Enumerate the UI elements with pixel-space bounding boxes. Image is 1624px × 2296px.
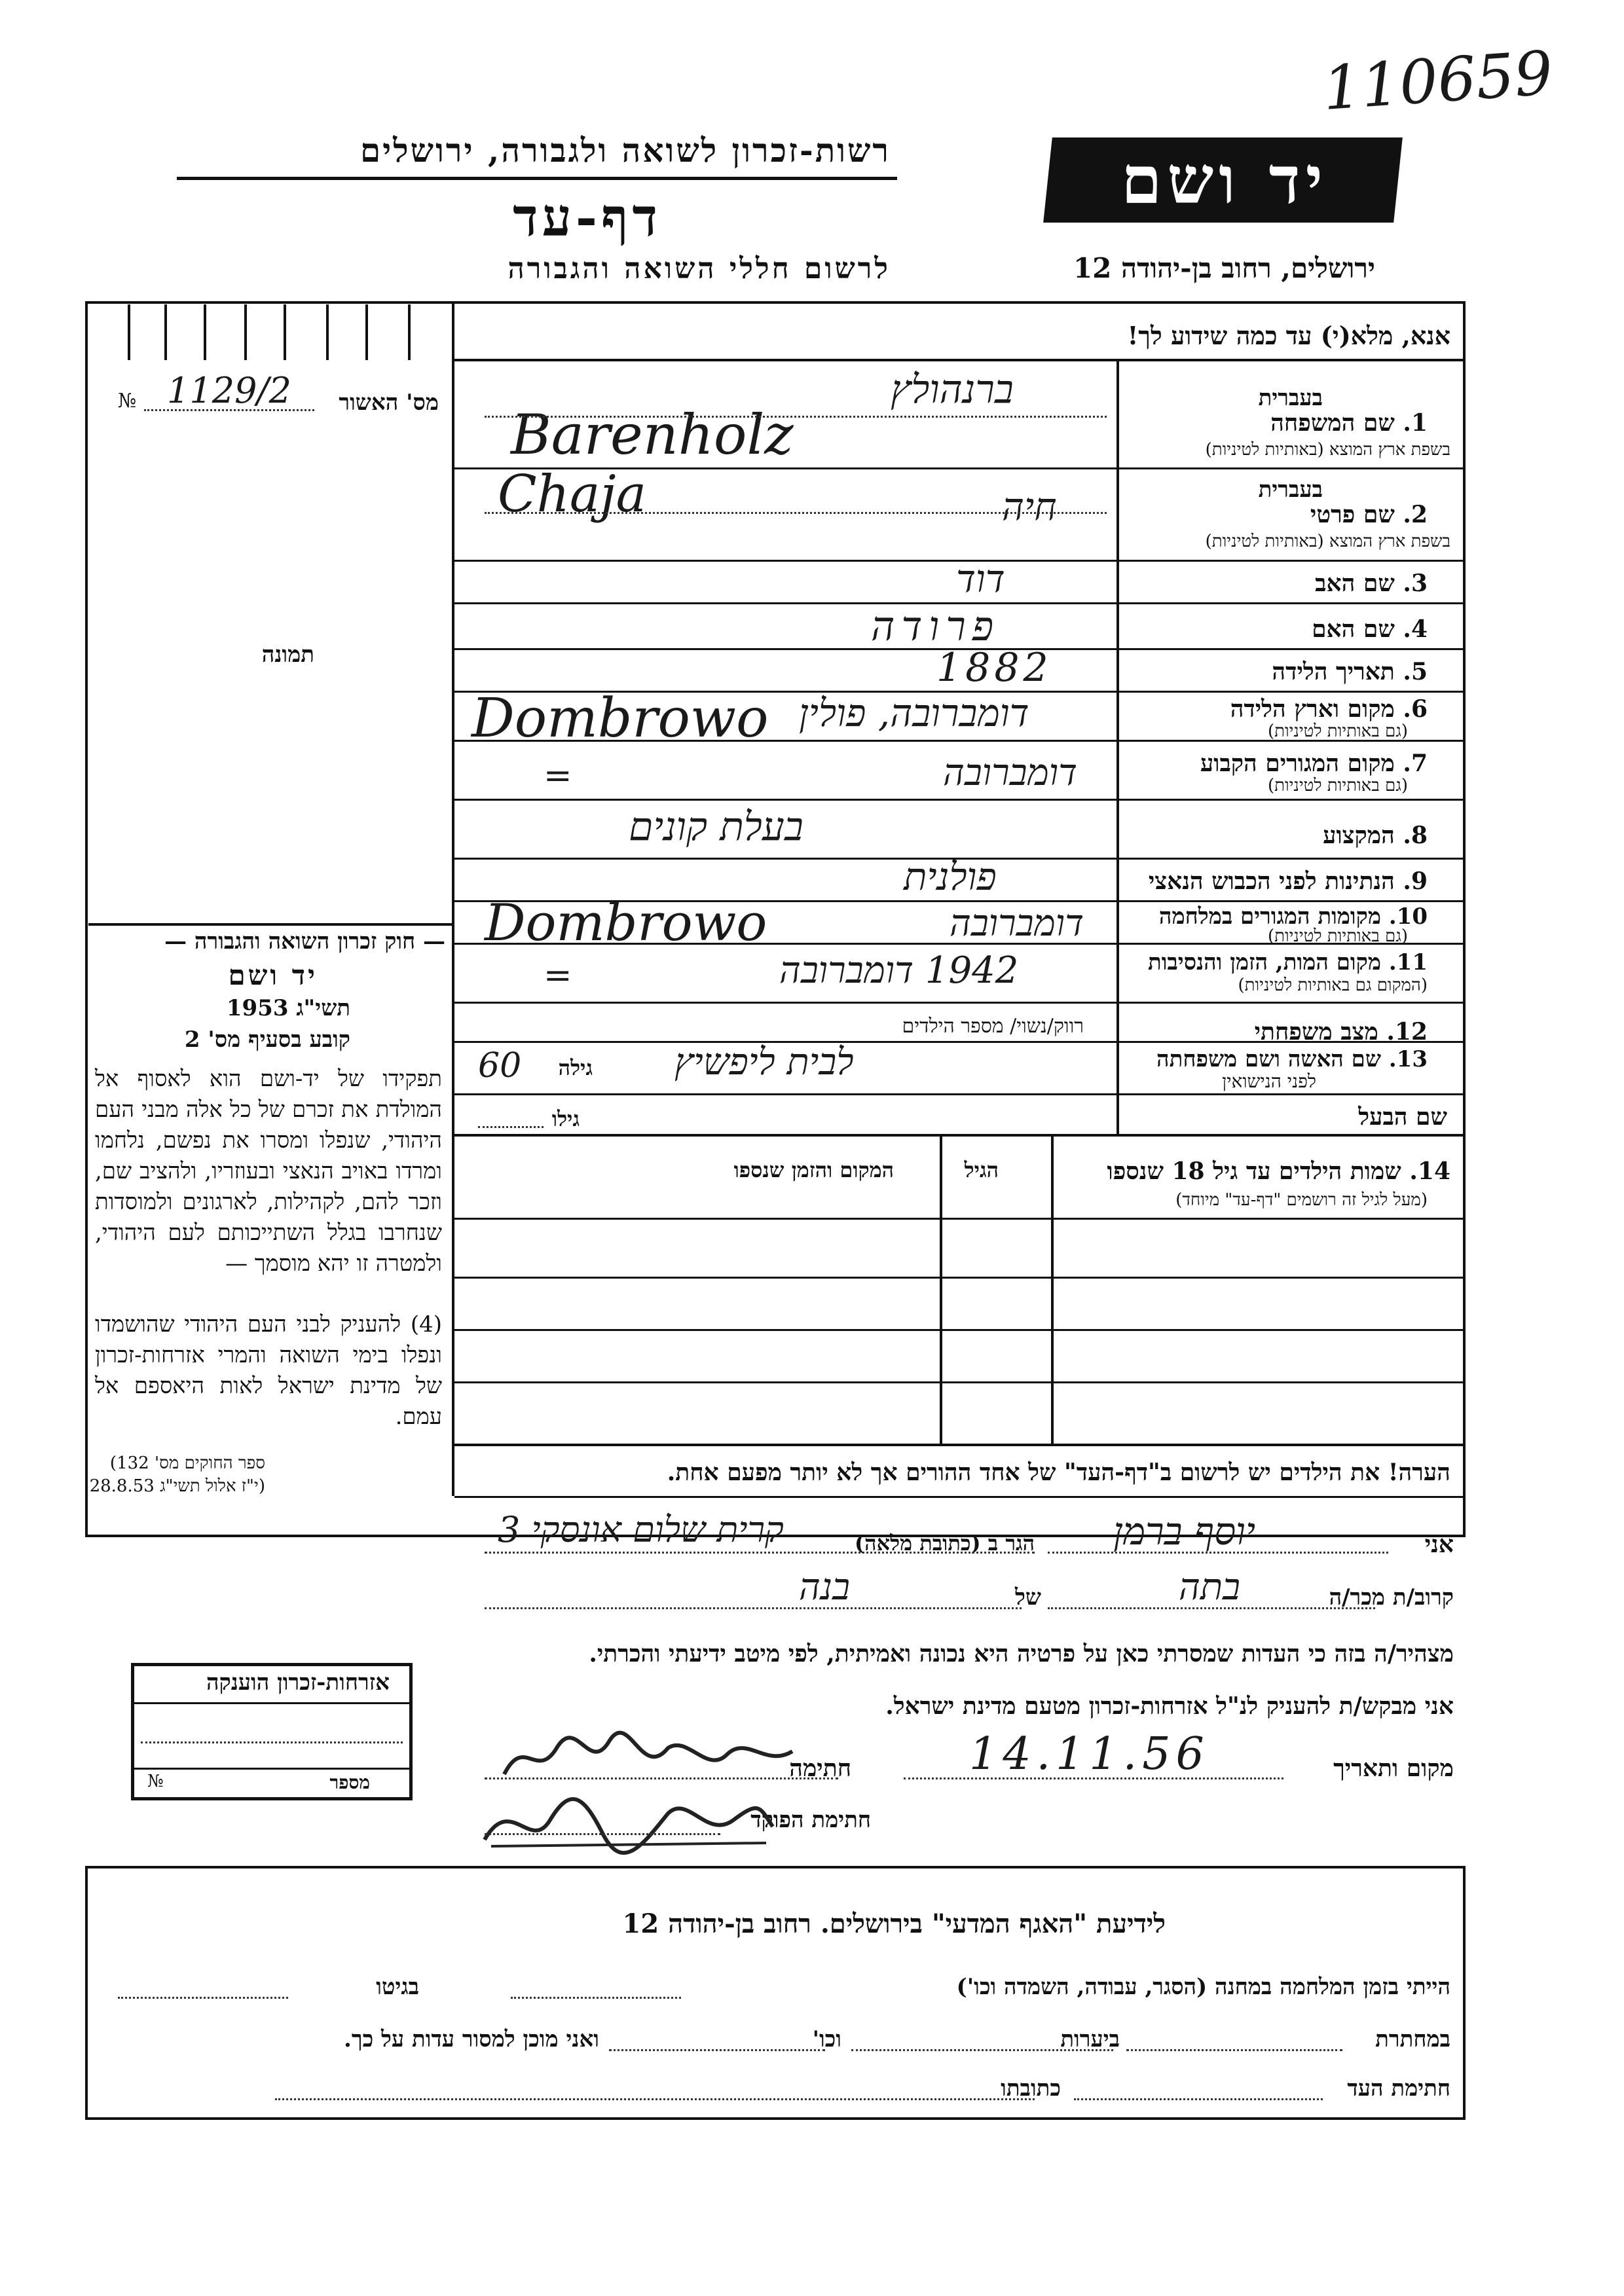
decl-of-name: בנה [799,1566,851,1609]
field-11-label: 11. מקום המות, הזמן והנסיבות [1147,949,1428,975]
approval-number: 1129/2 [167,370,291,411]
citizenship-no-label: מספר [329,1772,370,1793]
footer-title: לידיעת "האגף המדעי" בירושלים. רחוב בן-יהודה 12 [622,1908,1166,1939]
children-label: 14. שמות הילדים עד גיל 18 שנספו [1107,1157,1450,1185]
field-2-sub: בשפת ארץ המוצא (באותיות לטיניות) [1205,532,1450,551]
field-4-value: פרודה [871,602,1001,650]
field-1-sub: בשפת ארץ המוצא (באותיות לטיניות) [1205,440,1450,460]
children-place-header: המקום והזמן שנספו [733,1157,894,1182]
law-clause: קובע בסעיף מס' 2 [184,1027,350,1053]
husband-age-label: גילו [551,1106,580,1131]
field-11-sub: (המקום גם באותיות לטיניות) [1238,975,1428,995]
field-7-ditto: = [544,756,572,795]
citizenship-title: אזרחות-זכרון הוענקה [206,1669,390,1696]
footer-line1: הייתי בזמן המלחמה במחנה (הסגר, עבודה, השמדה וכו') [956,1974,1450,2000]
field-2-value-latin: Chaja [498,465,647,524]
field-2-value-heb: חיה [1002,484,1057,529]
authority-underline [177,177,897,180]
form-subtitle: לרשום חללי השואה והגבורה [507,252,891,285]
field-6-value: דומברובה, פולין [799,691,1029,735]
law-ref-1: (ספר החוקים מס' 132 [109,1453,265,1473]
field-11-ditto: = [544,956,572,995]
citizenship-no-symbol: № [147,1772,164,1791]
field-10-label: 10. מקומות המגורים במלחמה [1158,903,1428,930]
officer-label: חתימת הפוקד [750,1807,871,1833]
children-sub: (מעל לגיל זה רושמים "דף-עד" מיוחד) [1175,1190,1428,1210]
footer-line2-a: במחתרת [1375,2026,1450,2052]
field-13-age-label: גילה [558,1055,593,1080]
field-11-value: 1942 דומברובה [779,949,1019,992]
field-3-label: 3. שם האב [1315,570,1428,597]
field-10-value-latin: Dombrowo [485,894,767,953]
decl-address: קרית שלום אונסקי 3 [498,1509,784,1550]
field-13-age: 60 [478,1046,522,1085]
field-12-value: רווק/נשוי/ מספר הילדים [902,1015,1084,1038]
field-6-label: 6. מקום וארץ הלידה [1230,695,1428,723]
field-12-label: 12. מצב משפחתי [1254,1018,1428,1046]
tick-marks [88,304,452,367]
field-1-heb-label: בעברית [1258,385,1323,411]
footer-line2-c: וכו' [812,2026,841,2052]
field-2-heb-label: בעברית [1258,477,1323,503]
field-3-value: דוד [956,556,1005,601]
husband-label: שם הבעל [1358,1103,1447,1131]
law-year: תשי"ג 1953 [226,995,350,1021]
field-8-value: בעלת קונים [629,804,803,850]
approval-no-symbol: № [118,390,137,412]
signature-label: חתימה [789,1755,851,1782]
decl-statement: מצהיר/ה בזה כי העדות שמסרתי כאן על פרטיה היא נכונה ואמיתית, לפי מיטב ידיעתי והכרתי. [589,1640,1454,1667]
field-4-label: 4. שם האם [1312,615,1428,643]
header-address: ירושלים, רחוב בן-יהודה 12 [1073,252,1375,284]
photo-label: תמונה [261,642,314,668]
decl-request: אני מבקש/ת להעניק לנ"ל אזרחות-זכרון מטעם מדינת ישראל. [885,1692,1454,1720]
decl-declarant: יוסף ברמן [1113,1509,1256,1554]
declarant-signature [498,1728,799,1787]
footer-line1-end: בגיטו [376,1974,419,2000]
field-1-label: 1. שם המשפחה [1270,409,1428,437]
declaration-date: 14.11.56 [969,1728,1209,1780]
field-1-value-heb: ברנהולץ [891,367,1014,412]
decl-of-label: של [1015,1584,1041,1611]
field-13-sub: לפני הנישואין [1222,1070,1316,1092]
archive-number: 110659 [1320,37,1555,124]
form-title: דף-עד [513,187,661,248]
field-7-label: 7. מקום המגורים הקבוע [1200,750,1428,777]
footer-line2-d: ואני מוכן למסור עדות על כך. [344,2026,599,2052]
instruction: אנא, מלא(י) עד כמה שידוע לך! [1127,321,1450,350]
field-13-label: 13. שם האשה ושם משפחתה [1156,1046,1428,1072]
field-2-label: 2. שם פרטי [1310,501,1428,528]
approval-ticks [88,304,452,367]
approval-label: מס' האשור [339,390,439,416]
children-age-header: הגיל [964,1157,999,1182]
field-10-sub: (גם באותיות לטיניות) [1267,926,1408,946]
officer-signature [471,1781,779,1859]
decl-relative-label: קרוב/ת מכר/ה [1329,1584,1454,1611]
field-6-value-latin: Dombrowo [471,687,769,750]
law-title: — חוק זכרון השואה והגבורה — [164,928,445,955]
authority-title: רשות-זכרון לשואה ולגבורה, ירושלים [360,131,891,170]
law-text: תפקידו של יד-ושם הוא לאסוף אל המולדת את זכרם של כל אלה מבני העם היהודי, שנפלו ומסרו את נפשם, נלחמו ומרדו באויב הנאצי ובעוזריו, ולהציב שם, וזכר להם, לקהילות, לארגונים ולמוסדות שנחרבו בגלל השתייכותם לעם היהודי, ולמטרה זו יהא מוסמך — [95,1066,442,1277]
field-5-label: 5. תאריך הלידה [1272,658,1428,685]
decl-resides-label: הגר ב (כתובת מלאה) [855,1531,1035,1556]
footer-line3-b: כתובתו [1001,2075,1061,2102]
note: הערה! את הילדים יש לרשום ב"דף-העד" של אחד ההורים אך לא יותר מפעם אחת. [667,1459,1450,1486]
law-name: יד ושם [228,959,318,991]
field-7-value: דומברובה [943,752,1078,794]
field-5-value: 1882 [936,645,1052,691]
decl-relation: בתה [1179,1566,1240,1609]
place-date-label: מקום ותאריך [1333,1755,1454,1782]
law-ref-2: י"ז אלול תשי"ג 28.8.53) [89,1476,265,1496]
decl-i-label: אני [1424,1531,1454,1558]
footer-line3-a: חתימת העד [1347,2075,1450,2102]
field-10-value: דומברובה [950,902,1084,945]
field-1-value-latin: Barenholz [511,403,794,467]
field-13-value: לבית ליפשיץ [674,1041,854,1084]
footer-line2-b: ביערות [1060,2026,1120,2052]
field-9-label: 9. הנתינות לפני הכבוש הנאצי [1148,867,1428,895]
field-6-sub: (גם באותיות לטיניות) [1267,721,1408,741]
field-8-label: 8. המקצוע [1323,822,1428,849]
logo-text: יד ושם [1121,141,1328,219]
field-9-value: פולנית [904,854,997,899]
law-text-2: (4) להעניק לבני העם היהודי שהושמדו ונפלו בימי השואה והמרי אזרחות-זכרון של מדינת ישראל לאות היאספם אל עמם. [95,1311,442,1430]
field-7-sub: (גם באותיות לטיניות) [1267,776,1408,795]
